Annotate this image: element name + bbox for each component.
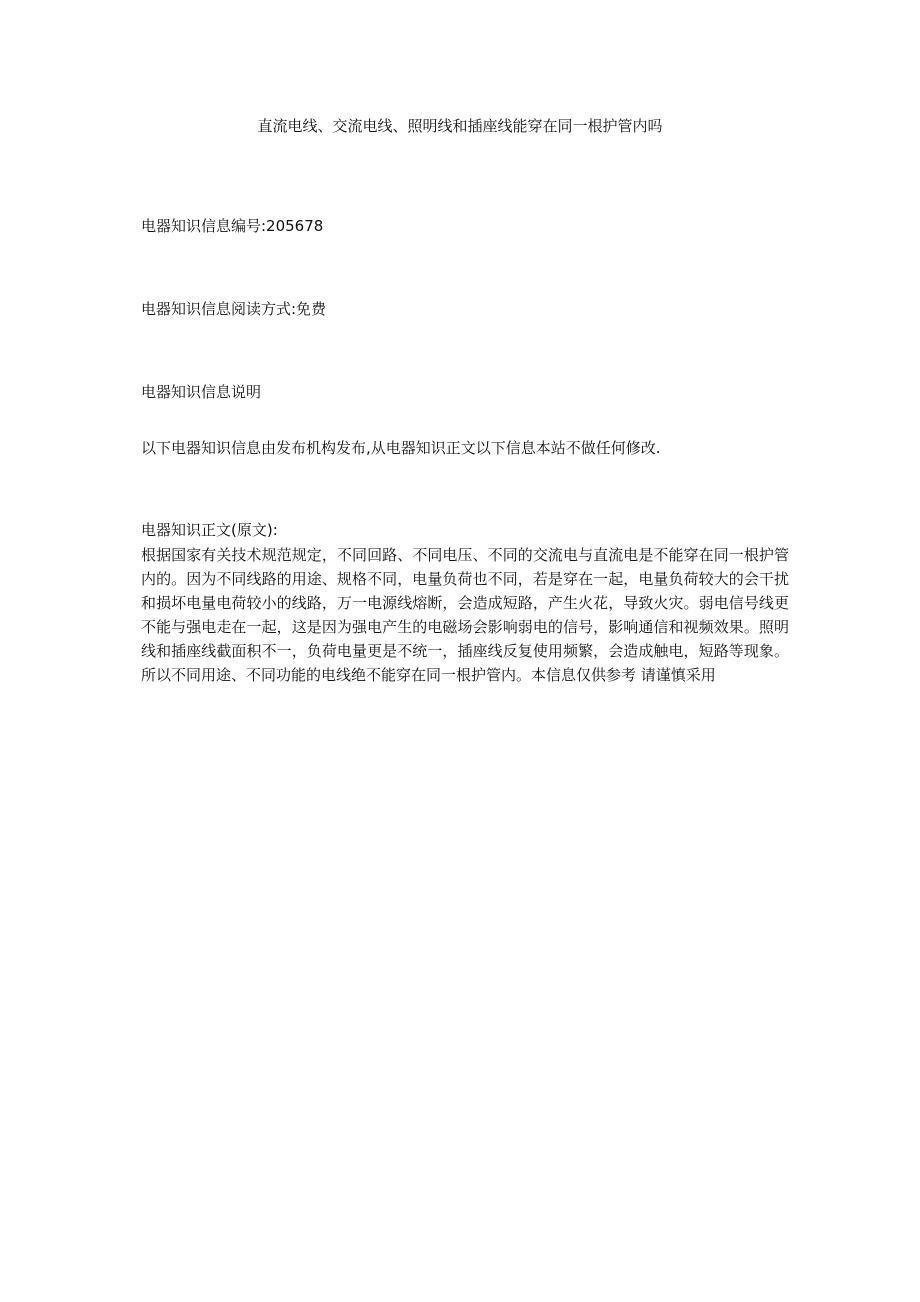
body-text: 根据国家有关技术规范规定，不同回路、不同电压、不同的交流电与直流电是不能穿在同一根护管内的。因为不同线路的用途、规格不同，电量负荷也不同，若是穿在一起，电量负荷较大的会干扰和损坏电量电荷较小的线路，万一电源线熔断，会造成短路，产生火花，导致火灾。弱电信号线更不能与强电走在一起，这是因为强电产生的电磁场会影响弱电的信号，影响通信和视频效果。照明线和插座线截面积不一，负荷电量更是不统一，插座线反复使用频繁，会造成触电，短路等现象。所以不同用途、不同功能的电线绝不能穿在同一根护管内。本信息仅供参考 请谨慎采用	[141, 546, 789, 684]
info-number: 电器知识信息编号:205678	[141, 217, 324, 235]
description-text: 以下电器知识信息由发布机构发布,从电器知识正文以下信息本站不做任何修改.	[141, 439, 661, 457]
description-heading: 电器知识信息说明	[141, 383, 262, 401]
read-mode: 电器知识信息阅读方式:免费	[141, 300, 327, 318]
body-heading: 电器知识正文(原文):	[141, 521, 278, 539]
document-title: 直流电线、交流电线、照明线和插座线能穿在同一根护管内吗	[257, 117, 663, 135]
